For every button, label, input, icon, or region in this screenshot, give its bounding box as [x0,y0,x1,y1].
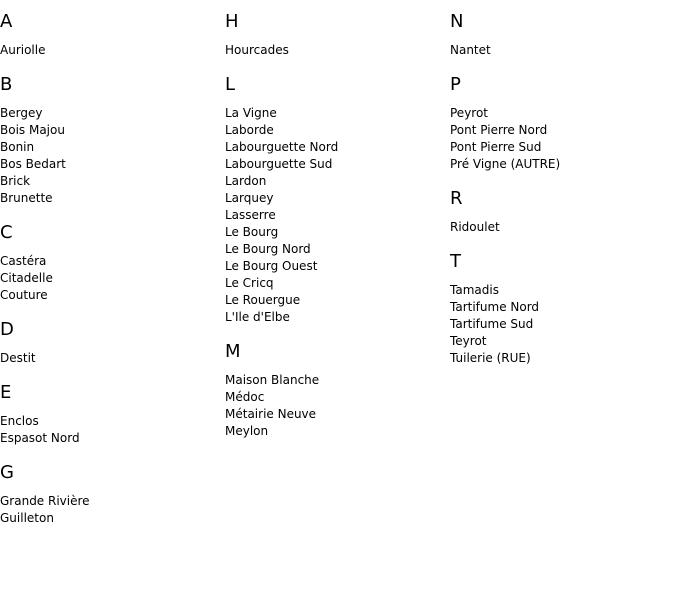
street-link[interactable]: Le Bourg [225,225,279,239]
letter-group [0,462,225,527]
letter-heading: D [0,319,14,340]
letter-heading: N [450,11,464,32]
entry-list [0,493,225,527]
street-link[interactable]: Bergey [0,106,43,120]
street-link[interactable]: Le Rouergue [225,293,301,307]
letter-heading: H [225,11,239,32]
letter-heading: A [0,11,13,32]
street-link[interactable]: Grande Rivière [0,494,90,508]
street-link[interactable]: Le Cricq [225,276,274,290]
entry-list [0,350,225,367]
street-link[interactable]: Meylon [225,424,269,438]
letter-group [0,74,225,207]
street-link[interactable]: Pont Pierre Sud [450,140,542,154]
letter-heading: M [225,341,241,362]
street-link[interactable]: Le Bourg Ouest [225,259,318,273]
entry-list [450,282,675,367]
letter-heading: L [225,74,236,95]
street-link[interactable]: Labourguette Sud [225,157,333,171]
street-link[interactable]: Tuilerie (RUE) [450,351,531,365]
street-link[interactable]: Lasserre [225,208,276,222]
street-link[interactable]: Métairie Neuve [225,407,317,421]
letter-heading: P [450,74,461,95]
street-link[interactable]: Espasot Nord [0,431,80,445]
letter-group [225,341,450,440]
index-column [225,0,450,592]
street-link[interactable]: Nantet [450,43,491,57]
entry-list [450,105,675,173]
entry-list [450,42,675,59]
street-link[interactable]: Couture [0,288,48,302]
street-link[interactable]: Le Bourg Nord [225,242,311,256]
entry-list [225,105,450,326]
street-link[interactable]: Hourcades [225,43,289,57]
letter-group [450,11,675,59]
street-link[interactable]: Larquey [225,191,274,205]
entry-list [0,253,225,304]
entry-list [0,42,225,59]
street-link[interactable]: Guilleton [0,511,54,525]
letter-heading: C [0,222,13,243]
street-link[interactable]: La Vigne [225,106,277,120]
street-link[interactable]: Citadelle [0,271,53,285]
letter-group [450,251,675,367]
letter-heading: T [450,251,461,272]
letter-heading: E [0,382,12,403]
street-link[interactable]: Brick [0,174,31,188]
entry-list [0,105,225,207]
letter-group [0,319,225,367]
street-link[interactable]: Pré Vigne (AUTRE) [450,157,561,171]
letter-group [450,74,675,173]
street-link[interactable]: Bos Bedart [0,157,66,171]
index-column [0,0,225,592]
letter-group [0,222,225,304]
street-link[interactable]: L'Ile d'Elbe [225,310,290,324]
index-column [450,0,675,592]
street-link[interactable]: Maison Blanche [225,373,320,387]
street-link[interactable]: Médoc [225,390,265,404]
entry-list [0,413,225,447]
street-link[interactable]: Pont Pierre Nord [450,123,548,137]
letter-heading: B [0,74,13,95]
entry-list [450,219,675,236]
street-link[interactable]: Lardon [225,174,267,188]
street-link[interactable]: Tartifume Nord [450,300,540,314]
street-link[interactable]: Enclos [0,414,39,428]
street-link[interactable]: Destit [0,351,36,365]
letter-group [0,382,225,447]
letter-heading: R [450,188,463,209]
street-link[interactable]: Tamadis [450,283,499,297]
letter-group [0,11,225,59]
street-link[interactable]: Tartifume Sud [450,317,534,331]
letter-group [225,11,450,59]
street-link[interactable]: Ridoulet [450,220,500,234]
street-link[interactable]: Auriolle [0,43,46,57]
street-link[interactable]: Brunette [0,191,53,205]
letter-heading: G [0,462,14,483]
street-link[interactable]: Bois Majou [0,123,65,137]
street-link[interactable]: Laborde [225,123,274,137]
letter-group [450,188,675,236]
entry-list [225,42,450,59]
street-link[interactable]: Bonin [0,140,35,154]
street-link[interactable]: Labourguette Nord [225,140,339,154]
letter-group [225,74,450,326]
street-link[interactable]: Teyrot [450,334,487,348]
street-link[interactable]: Castéra [0,254,47,268]
street-link[interactable]: Peyrot [450,106,489,120]
entry-list [225,372,450,440]
